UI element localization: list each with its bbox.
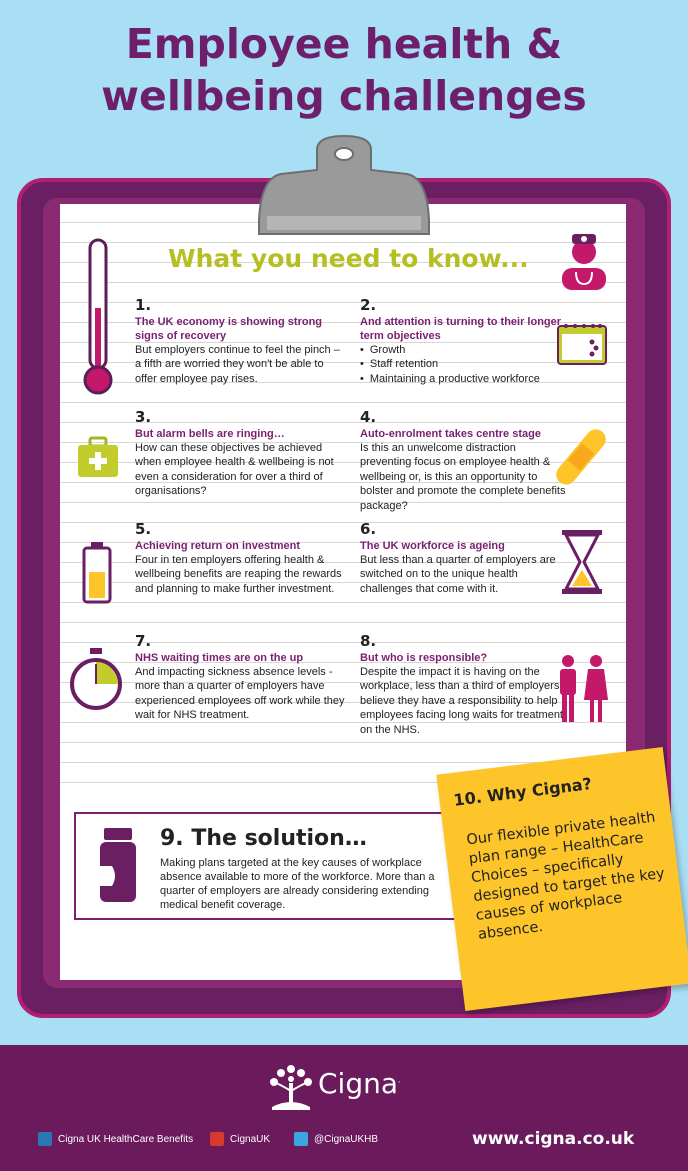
solution-body: Making plans targeted at the key causes of workplace absence available to more of the workforce. More than a quarter of employers are already considering extending medical benefit coverage. [160, 857, 435, 911]
stopwatch-icon [68, 648, 124, 710]
first-aid-kit-icon [76, 436, 120, 480]
item-1: 1. The UK economy is showing strong signs of recovery But employers continue to feel the pinch – a fifth are worried they won't be able to offer employee pay rises. [135, 296, 340, 385]
twitter-link[interactable]: @CignaUKHB [294, 1132, 378, 1146]
item-2: 2. And attention is turning to their longer term objectives • Growth • Staff retention • Maintaining a productive workforce [360, 298, 570, 386]
clipboard-clip [257, 130, 431, 240]
solution-title: 9. The solution… [160, 826, 367, 851]
battery-icon [82, 542, 112, 604]
twitter-icon [294, 1132, 308, 1146]
item-5: 5. Achieving return on investment Four in ten employers offering health & wellbeing benefits are reaping the rewards and planning to make further investment. [135, 520, 342, 595]
subtitle: What you need to know... [168, 244, 529, 273]
item-6: 6. The UK workforce is ageing But less than a quarter of employers are switched on to the unique health challenges that come with it. [360, 520, 556, 595]
cigna-tree-logo-icon [266, 1063, 316, 1113]
why-cigna-note [436, 747, 688, 1011]
youtube-icon [210, 1132, 224, 1146]
page-title: Employee health & wellbeing challenges [101, 20, 587, 120]
linkedin-icon [38, 1132, 52, 1146]
linkedin-link[interactable]: Cigna UK HealthCare Benefits [38, 1132, 193, 1146]
doctor-icon [558, 228, 610, 290]
item-8: 8. But who is responsible? Despite the impact it is having on the workplace, less than a third of employers believe they have a responsibility to help employees facing long waits for treatment on the NHS. [360, 632, 563, 736]
thermometer-icon [80, 238, 116, 398]
medicine-bottle-icon [98, 828, 138, 904]
why-cigna-title: 10. Why Cigna? [452, 773, 593, 810]
brand-name: Cigna. [318, 1067, 401, 1100]
footer [0, 1045, 688, 1171]
objectives-list: • Growth • Staff retention • Maintaining a productive workforce [360, 343, 570, 387]
why-cigna-body: Our flexible private health plan range – HealthCare Choices – specifically designed to target the key causes of workplace absence. [465, 809, 666, 943]
website-link[interactable]: www.cigna.co.uk [472, 1129, 635, 1149]
solution-box [74, 812, 474, 920]
item-4: 4. Auto-enrolment takes centre stage Is this an unwelcome distraction preventing focus on employee health & wellbeing or, is this an opportunity to bolster and promote the complete benefits package? [360, 408, 566, 512]
item-7: 7. NHS waiting times are on the up And impacting sickness absence levels - more than a quarter of employers have experienced employees off work while they wait for NHS treatment. [135, 632, 345, 721]
item-3: 3. But alarm bells are ringing… How can these objectives be achieved when employee health & wellbeing is not even a consideration for over a third of organisations? [135, 408, 334, 497]
youtube-link[interactable]: CignaUK [210, 1132, 270, 1146]
